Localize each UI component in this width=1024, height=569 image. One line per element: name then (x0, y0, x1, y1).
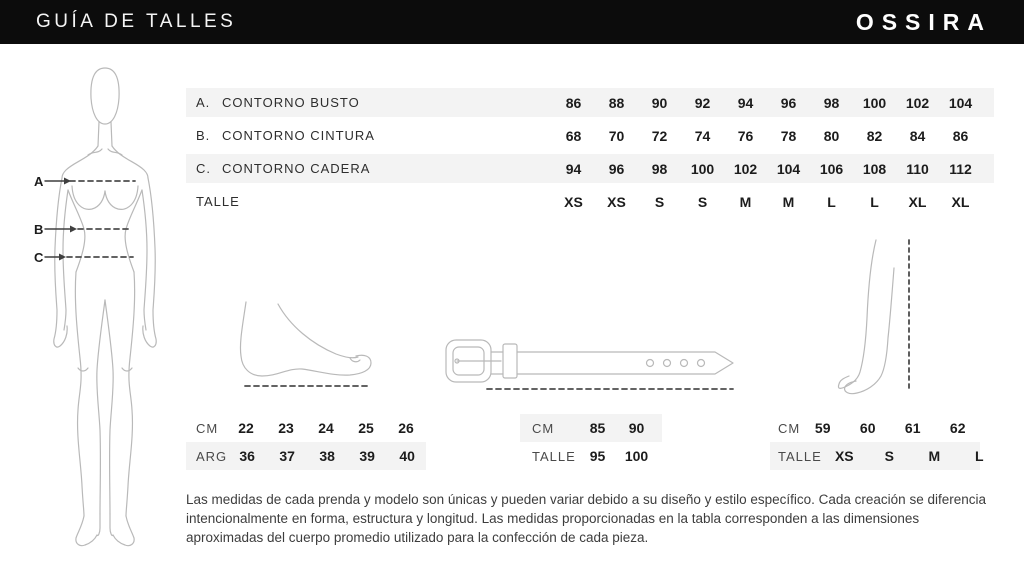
sleeve-size-table (770, 414, 984, 470)
value-cell: 26 (398, 420, 414, 436)
value-cell: 86 (952, 127, 969, 144)
value-cell: 85 (589, 420, 606, 436)
marker-a: A (34, 174, 44, 189)
value-cell: 68 (565, 127, 582, 144)
value-cell: 61 (904, 420, 921, 436)
value-cell: 39 (359, 448, 375, 464)
value-cell: 60 (859, 420, 876, 436)
row-label: TALLE (196, 194, 240, 209)
value-cell: 25 (358, 420, 374, 436)
value-cell: 78 (780, 127, 797, 144)
table-row (770, 414, 980, 442)
value-cell: L (827, 193, 836, 210)
value-cell: 72 (651, 127, 668, 144)
belt-size-table (520, 414, 662, 470)
value-cell: 80 (823, 127, 840, 144)
value-cell: L (975, 448, 984, 464)
value-cell: 22 (238, 420, 254, 436)
belt-sketch (443, 334, 738, 396)
row-label: B. CONTORNO CINTURA (196, 128, 375, 143)
value-cell: 40 (399, 448, 415, 464)
row-prefix: A. (196, 95, 211, 110)
value-cell: S (884, 448, 894, 464)
value-cell: 98 (823, 94, 840, 111)
value-cell: 102 (905, 94, 930, 111)
table-row (186, 88, 994, 117)
value-cell: S (654, 193, 665, 210)
table-row (186, 187, 994, 216)
value-cell: XL (951, 193, 970, 210)
row-label: ARG (196, 448, 228, 464)
marker-b: B (34, 222, 44, 237)
row-label: CM (532, 420, 555, 436)
value-cell: M (782, 193, 795, 210)
arm-sketch (830, 232, 915, 402)
value-cell: 92 (694, 94, 711, 111)
value-cell: 62 (949, 420, 966, 436)
value-cell: M (928, 448, 941, 464)
row-prefix: B. (196, 128, 211, 143)
shoe-size-table (186, 414, 426, 470)
value-cell: 90 (628, 420, 645, 436)
value-cell: 100 (624, 448, 649, 464)
row-label: A. CONTORNO BUSTO (196, 95, 360, 110)
table-row (186, 414, 426, 442)
value-cell: 84 (909, 127, 926, 144)
table-row (186, 442, 426, 470)
value-cell: 37 (279, 448, 295, 464)
page-title: GUÍA DE TALLES (36, 11, 237, 32)
value-cell: 96 (608, 160, 625, 177)
value-cell: 76 (737, 127, 754, 144)
value-cell: 36 (239, 448, 255, 464)
footnote-text: Las medidas de cada prenda y modelo son únicas y pueden variar debido a su diseño y estilo específico. Cada creación se diferencia intencionalmente en forma, estructura y longitud. Las medidas proporcionadas en la tabla corresponden a las dimensiones aproximadas del cuerpo promedio utilizado para la confección de cada pieza. (186, 492, 986, 546)
row-label: TALLE (778, 448, 822, 464)
table-row (520, 414, 662, 442)
foot-sketch (238, 298, 373, 393)
row-prefix: C. (196, 161, 211, 176)
table-row (186, 121, 994, 150)
value-cell: 94 (565, 160, 582, 177)
value-cell: XS (607, 193, 626, 210)
value-cell: 104 (948, 94, 973, 111)
value-cell: 94 (737, 94, 754, 111)
value-cell: 100 (690, 160, 715, 177)
header-bar (0, 0, 1024, 44)
value-cell: 59 (814, 420, 831, 436)
value-cell: 102 (733, 160, 758, 177)
value-cell: XL (908, 193, 927, 210)
value-cell: 82 (866, 127, 883, 144)
value-cell: 110 (906, 160, 929, 177)
value-cell: 104 (776, 160, 801, 177)
table-row (186, 154, 994, 183)
value-cell: XS (564, 193, 583, 210)
value-cell: 38 (319, 448, 335, 464)
value-cell: XS (834, 448, 854, 464)
value-cell: 108 (862, 160, 887, 177)
row-label: TALLE (532, 448, 576, 464)
value-cell: 70 (608, 127, 625, 144)
size-table (186, 88, 994, 220)
value-cell: 95 (589, 448, 606, 464)
value-cell: 74 (694, 127, 711, 144)
row-label: CM (196, 420, 219, 436)
value-cell: 112 (949, 160, 972, 177)
value-cell: 24 (318, 420, 334, 436)
table-row (770, 442, 984, 470)
body-figure-sketch (30, 58, 170, 548)
value-cell: 23 (278, 420, 294, 436)
value-cell: 98 (651, 160, 668, 177)
value-cell: 86 (565, 94, 582, 111)
brand-logo: OSSIRA (855, 8, 992, 35)
value-cell: 106 (819, 160, 844, 177)
row-label: C. CONTORNO CADERA (196, 161, 371, 176)
value-cell: 100 (862, 94, 887, 111)
marker-c: C (34, 250, 44, 265)
value-cell: S (697, 193, 708, 210)
value-cell: 88 (608, 94, 625, 111)
value-cell: L (870, 193, 879, 210)
value-cell: 96 (780, 94, 797, 111)
row-label: CM (778, 420, 801, 436)
table-row (520, 442, 662, 470)
value-cell: M (739, 193, 752, 210)
value-cell: 90 (651, 94, 668, 111)
